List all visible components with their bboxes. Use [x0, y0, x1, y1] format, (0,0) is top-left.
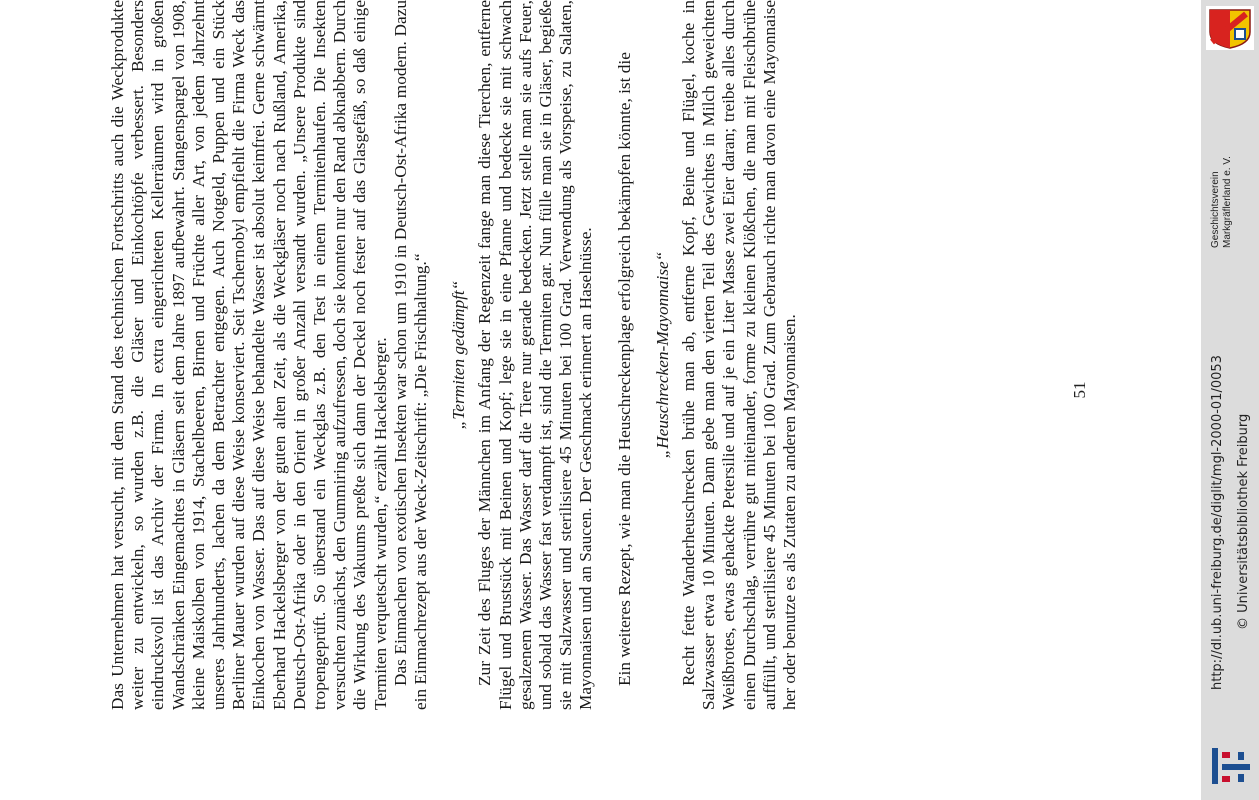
- rotated-text-block: [108, 0, 1093, 710]
- ub-freiburg-logo-icon: [1208, 742, 1254, 790]
- society-name: Geschichtsverein Markgräflerland e. V.: [1210, 156, 1233, 248]
- paragraph: Das Unternehmen hat versucht, mit dem Stand des technischen Fortschritts auch die Weckprodukte weiter zu entwickeln, so wurden z.B. die Gläser und Einkochtöpfe verbessert. Besonders eindrucksvoll ist das Archiv der Firma. In extra eingerichteten Kellerräumen wird in großen Wandschränken Eingemachtes in Gläsern seit dem Jahre 1897 aufbewahrt. Stangenspargel von 1908, kleine Maiskolben von 1914, Stachelbeeren, Birnen und Früchte aller Art, von jedem Jahrzehnt unseres Jahrhunderts, lachen da dem Betrachter entgegen. Auch Notgeld, Puppen und ein Stück Berliner Mauer wurden auf diese Weise konserviert. Seit Tschernobyl empfiehlt die Firma Weck das Einkochen von Wasser. Das auf diese Weise behandelte Wasser ist absolut keimfrei. Gerne schwärmt Eberhard Hackelsberger von der guten alten Zeit, als die Weckgläser noch nach Rußland, Amerika, Deutsch-Ost-Afrika oder in den Orient in großer Anzahl versandt wurden. „Unsere Produkte sind tropengeprüft. So überstand ein Weckglas z.B. den Test in einem Termitenhaufen. Die Insekten versuchten zunächst, den Gummiring aufzufressen, doch sie konnten nur den Rand abknabbern. Durch die Wirkung des Vakuums preßte sich dann der Deckel noch fester auf das Glasgefäß, so daß einige Termiten verquetscht wurden,“ erzählt Hackelsberger.: [108, 0, 390, 710]
- section-heading: „Heuschrecken-Mayonnaise“: [652, 251, 672, 459]
- copyright-notice: © Universitätsbibliothek Freiburg: [1236, 413, 1251, 630]
- page-number: 51: [1070, 381, 1089, 399]
- paragraph: Das Einmachen von exotischen Insekten war schon um 1910 in Deutsch-Ost-Afrika modern. Dazu ein Einmachrezept aus der Weck-Zeitschrift: „Die Frischhaltung.“: [390, 0, 431, 710]
- paragraph: Zur Zeit des Fluges der Männchen im Anfang der Regenzeit fange man diese Tierchen, entferne Flügel und Brustsück mit Beinen und Kopf; lege sie in eine Pfanne und bedecke sie mit schwach gesalzenem Wasser. Das Wasser darf die Tiere nur gerade bedecken. Jetzt stelle man sie aufs Feuer, und sobald das Wasser fast verdampft ist, sind die Termiten gar. Nun fülle man sie in Gläser, begieße sie mit Salzwasser und sterilisiere 45 Minuten bei 100 Grad. Verwendung als Vorspeise, zu Salaten, Mayonnaisen und an Saucen. Der Geschmack erinnert an Haselnüsse.: [475, 0, 596, 710]
- paragraph: Ein weiteres Rezept, wie man die Heuschreckenplage erfolgreich bekämpfen könnte, ist die: [614, 52, 634, 686]
- document-url-link[interactable]: http://dl.ub.uni-freiburg.de/diglit/mgl-2000-01/0053: [1210, 355, 1225, 690]
- section-heading: „Termiten gedämpft“: [449, 280, 469, 430]
- paragraph: Recht fette Wanderheuschrecken brühe man ab, entferne Kopf, Beine und Flügel, koche in Salzwasser etwa 10 Minuten. Dann gebe man den vierten Teil des Gewichtes in Milch geweichten Weißbrotes, etwas gehackte Petersilie und auf je ein Liter Masse zwei Eier daran; treibe alles durch einen Durchschlag, verrühre gut miteinander, forme zu kleinen Klößchen, die man mit Fleischbrühe auffüllt, und sterilisiere 45 Minuten bei 100 Grad. Zum Gebrauch richte man davon eine Mayonnaise her oder benutze es als Zutaten zu anderen Mayonnaisen.: [679, 0, 800, 710]
